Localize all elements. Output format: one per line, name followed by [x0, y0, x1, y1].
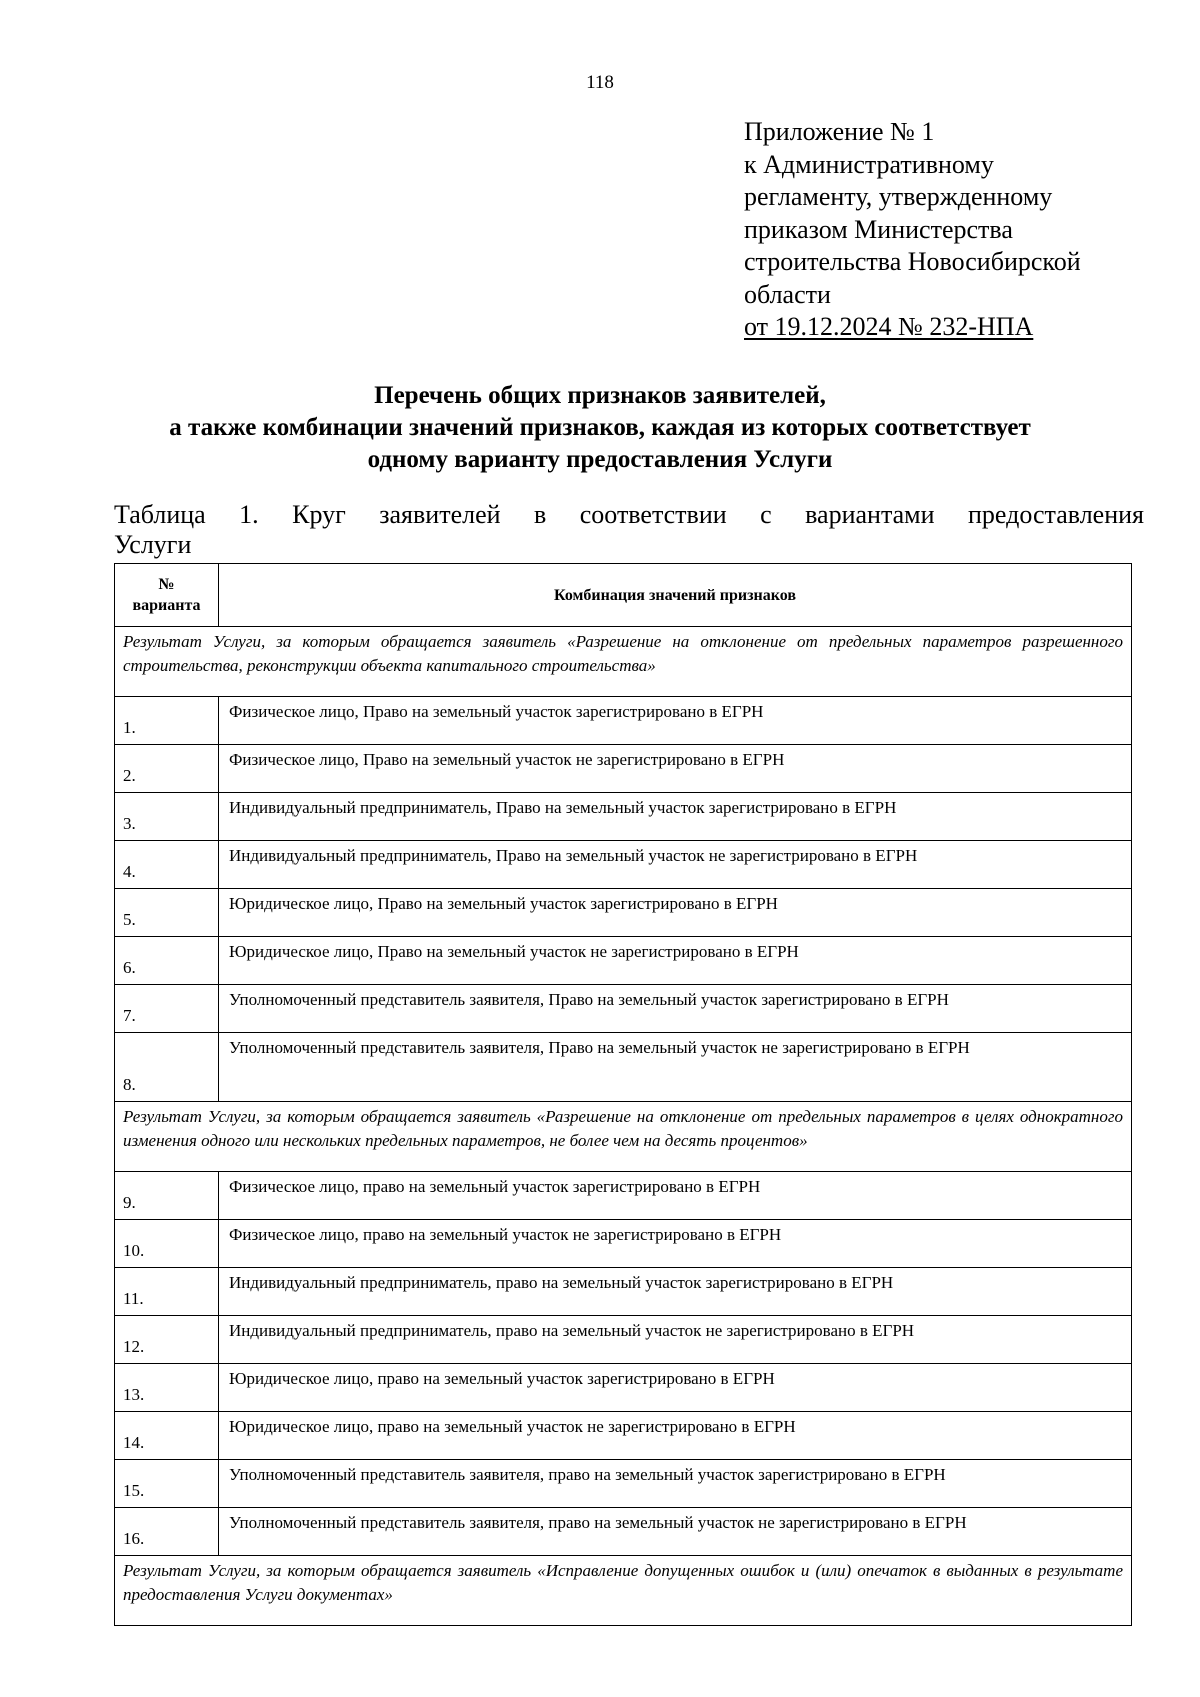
table-row: [115, 697, 1132, 745]
header-variant-number: [115, 564, 219, 627]
header-combination: Комбинация значений признаков: [219, 564, 1132, 627]
applicants-table: [114, 563, 1132, 1626]
variant-combination: Индивидуальный предприниматель, право на земельный участок зарегистрировано в ЕГРН: [219, 1268, 1132, 1316]
section-title: Результат Услуги, за которым обращается заявитель «Разрешение на отклонение от предельных параметров разрешенного строительства, реконструкции объекта капитального строительства»: [115, 627, 1132, 697]
variant-combination: Физическое лицо, право на земельный участок не зарегистрировано в ЕГРН: [219, 1220, 1132, 1268]
table-row: [115, 1412, 1132, 1460]
table-row: [115, 793, 1132, 841]
table-row: [115, 1460, 1132, 1508]
section-row: [115, 627, 1132, 697]
variant-combination: Физическое лицо, Право на земельный участок не зарегистрировано в ЕГРН: [219, 745, 1132, 793]
variant-number: 5.: [115, 889, 219, 937]
table-row: [115, 1508, 1132, 1556]
table-row: [115, 841, 1132, 889]
appendix-date-line: от 19.12.2024 № 232-НПА: [744, 312, 1034, 341]
variant-number: 7.: [115, 985, 219, 1033]
section-row: [115, 1102, 1132, 1172]
variant-number: 10.: [115, 1220, 219, 1268]
table-caption-continued: Услуги: [114, 530, 192, 559]
appendix-line: приказом Министерства: [744, 214, 1013, 244]
section-title: Результат Услуги, за которым обращается заявитель «Разрешение на отклонение от предельных параметров в целях однократного изменения одного или нескольких предельных параметров, не более чем на десять процентов»: [115, 1102, 1132, 1172]
section-title: Результат Услуги, за которым обращается заявитель «Исправление допущенных ошибок и (или) опечаток в выданных в результате предоставления Услуги документах»: [115, 1556, 1132, 1626]
table-row: [115, 1364, 1132, 1412]
variant-number: 6.: [115, 937, 219, 985]
variant-number: 15.: [115, 1460, 219, 1508]
variant-combination: Уполномоченный представитель заявителя, право на земельный участок зарегистрировано в ЕГРН: [219, 1460, 1132, 1508]
variant-combination: Физическое лицо, Право на земельный участок зарегистрировано в ЕГРН: [219, 697, 1132, 745]
section-row: [115, 1556, 1132, 1626]
table-row: [115, 985, 1132, 1033]
table-caption: Таблица 1. Круг заявителей в соответствии с вариантами предоставления: [114, 500, 1144, 529]
variant-combination: Индивидуальный предприниматель, право на земельный участок не зарегистрировано в ЕГРН: [219, 1316, 1132, 1364]
variant-combination: Юридическое лицо, право на земельный участок не зарегистрировано в ЕГРН: [219, 1412, 1132, 1460]
table-row: [115, 1220, 1132, 1268]
appendix-line: области: [744, 279, 831, 309]
variant-number: 16.: [115, 1508, 219, 1556]
header-variant-label: варианта: [132, 597, 201, 614]
variant-combination: Уполномоченный представитель заявителя, право на земельный участок не зарегистрировано в ЕГРН: [219, 1508, 1132, 1556]
variant-combination: Юридическое лицо, Право на земельный участок не зарегистрировано в ЕГРН: [219, 937, 1132, 985]
appendix-block: [744, 116, 1164, 344]
variant-combination: Индивидуальный предприниматель, Право на земельный участок не зарегистрировано в ЕГРН: [219, 841, 1132, 889]
table-row: [115, 745, 1132, 793]
appendix-line: к Административному: [744, 149, 994, 179]
table-row: [115, 1033, 1132, 1102]
table-row: [115, 1316, 1132, 1364]
title-line: а также комбинации значений признаков, каждая из которых соответствует: [169, 414, 1031, 441]
title-line: Перечень общих признаков заявителей,: [374, 382, 826, 409]
variant-number: 8.: [115, 1033, 219, 1102]
page-number: 118: [586, 72, 614, 93]
variant-combination: Юридическое лицо, право на земельный участок зарегистрировано в ЕГРН: [219, 1364, 1132, 1412]
appendix-line: регламенту, утвержденному: [744, 182, 1053, 211]
variant-number: 4.: [115, 841, 219, 889]
variant-number: 3.: [115, 793, 219, 841]
table-header-row: [115, 564, 1132, 627]
variant-number: 2.: [115, 745, 219, 793]
variant-combination: Юридическое лицо, Право на земельный участок зарегистрировано в ЕГРН: [219, 889, 1132, 937]
variant-number: 12.: [115, 1316, 219, 1364]
variant-combination: Физическое лицо, право на земельный участок зарегистрировано в ЕГРН: [219, 1172, 1132, 1220]
variant-number: 13.: [115, 1364, 219, 1412]
variant-combination: Уполномоченный представитель заявителя, Право на земельный участок зарегистрировано в ЕГРН: [219, 985, 1132, 1033]
variant-number: 14.: [115, 1412, 219, 1460]
variant-number: 9.: [115, 1172, 219, 1220]
table-row: [115, 1268, 1132, 1316]
table-row: [115, 889, 1132, 937]
variant-number: 11.: [115, 1268, 219, 1316]
appendix-line: строительства Новосибирской: [744, 247, 1081, 276]
variant-combination: Уполномоченный представитель заявителя, Право на земельный участок не зарегистрировано в ЕГРН: [219, 1033, 1132, 1102]
document-title: [60, 380, 1140, 476]
appendix-line: Приложение № 1: [744, 117, 935, 146]
table-row: [115, 1172, 1132, 1220]
header-number-sign: №: [158, 576, 175, 593]
variant-combination: Индивидуальный предприниматель, Право на земельный участок зарегистрировано в ЕГРН: [219, 793, 1132, 841]
variant-number: 1.: [115, 697, 219, 745]
table-row: [115, 937, 1132, 985]
title-line: одному варианту предоставления Услуги: [367, 446, 833, 473]
